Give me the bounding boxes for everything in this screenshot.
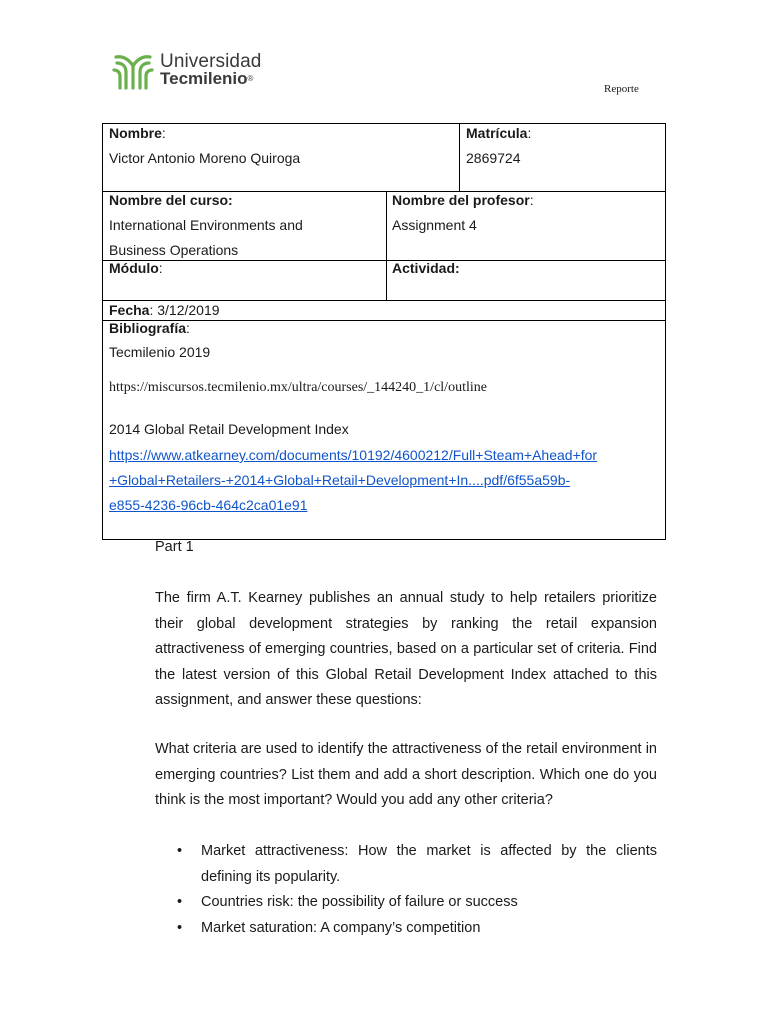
table-divider — [386, 191, 387, 300]
curso-value-line1: International Environments and — [109, 217, 303, 233]
bullet-icon: • — [177, 843, 183, 859]
list-item-text: Market saturation: A company’s competition — [201, 920, 481, 936]
bibliography-link-line1[interactable]: https://www.atkearney.com/documents/10192/4600212/Full+Steam+Ahead+for — [109, 447, 598, 463]
bibliografia-label: Bibliografía — [109, 320, 187, 336]
part-heading: Part 1 — [155, 539, 194, 555]
bullet-icon: • — [177, 920, 183, 936]
bullet-icon: • — [177, 894, 183, 910]
logo-line-universidad: Universidad — [160, 51, 262, 72]
bibliography-entry: 2014 Global Retail Development Index — [109, 421, 349, 437]
bibliography-entry: Tecmilenio 2019 — [109, 344, 211, 360]
profesor-field: Nombre del profesor: — [392, 192, 534, 208]
curso-value-line2: Business Operations — [109, 242, 239, 258]
table-divider — [459, 124, 460, 191]
fecha-value: 3/12/2019 — [157, 302, 220, 318]
fecha-label: Fecha — [109, 302, 150, 318]
list-item-text: Countries risk: the possibility of failure or success — [201, 894, 518, 910]
fecha-field: Fecha: 3/12/2019 — [109, 302, 220, 318]
bibliography-link-line2[interactable]: +Global+Retailers-+2014+Global+Retail+Development+In....pdf/6f55a59b- — [109, 472, 571, 488]
bibliography-link-line3[interactable]: e855-4236-96cb-464c2ca01e91 — [109, 497, 308, 513]
matricula-label: Matrícula — [466, 125, 528, 141]
paragraph-question: What criteria are used to identify the attractiveness of the retail environment in emerging countries? List them and add a short description. Which one do you think is the most important? Would you add any other criteria? — [155, 741, 657, 808]
actividad-label: Actividad: — [392, 260, 460, 276]
nombre-label: Nombre — [109, 125, 162, 141]
university-logo — [112, 50, 261, 90]
nombre-value: Victor Antonio Moreno Quiroga — [109, 150, 301, 166]
paragraph-intro: The firm A.T. Kearney publishes an annual study to help retailers prioritize their global development strategies by ranking the retail expansion attractiveness of emerging countries, based on a particular set of criteria. Find the latest version of this Global Retail Development Index attached to this assignment, and answer these questions: — [155, 590, 657, 708]
logo-line-tecmilenio: Tecmilenio — [160, 69, 248, 88]
profesor-label: Nombre del profesor — [392, 192, 530, 208]
registered-mark: ® — [247, 74, 254, 83]
nombre-field: Nombre: — [109, 125, 166, 141]
bibliografia-field: Bibliografía: — [109, 320, 190, 336]
modulo-field: Módulo: — [109, 260, 163, 276]
student-info-table — [102, 123, 666, 540]
matricula-field: Matrícula: — [466, 125, 532, 141]
matricula-value: 2869724 — [466, 150, 521, 166]
report-label: Reporte — [604, 83, 639, 95]
profesor-value: Assignment 4 — [392, 217, 477, 233]
bibliography-url: https://miscursos.tecmilenio.mx/ultra/courses/_144240_1/cl/outline — [109, 380, 487, 395]
modulo-label: Módulo — [109, 260, 159, 276]
list-item-text: Market attractiveness: How the market is affected by the clients defining its popularity. — [201, 843, 657, 885]
curso-label: Nombre del curso: — [109, 192, 233, 208]
tecmilenio-logo-icon — [112, 50, 154, 90]
